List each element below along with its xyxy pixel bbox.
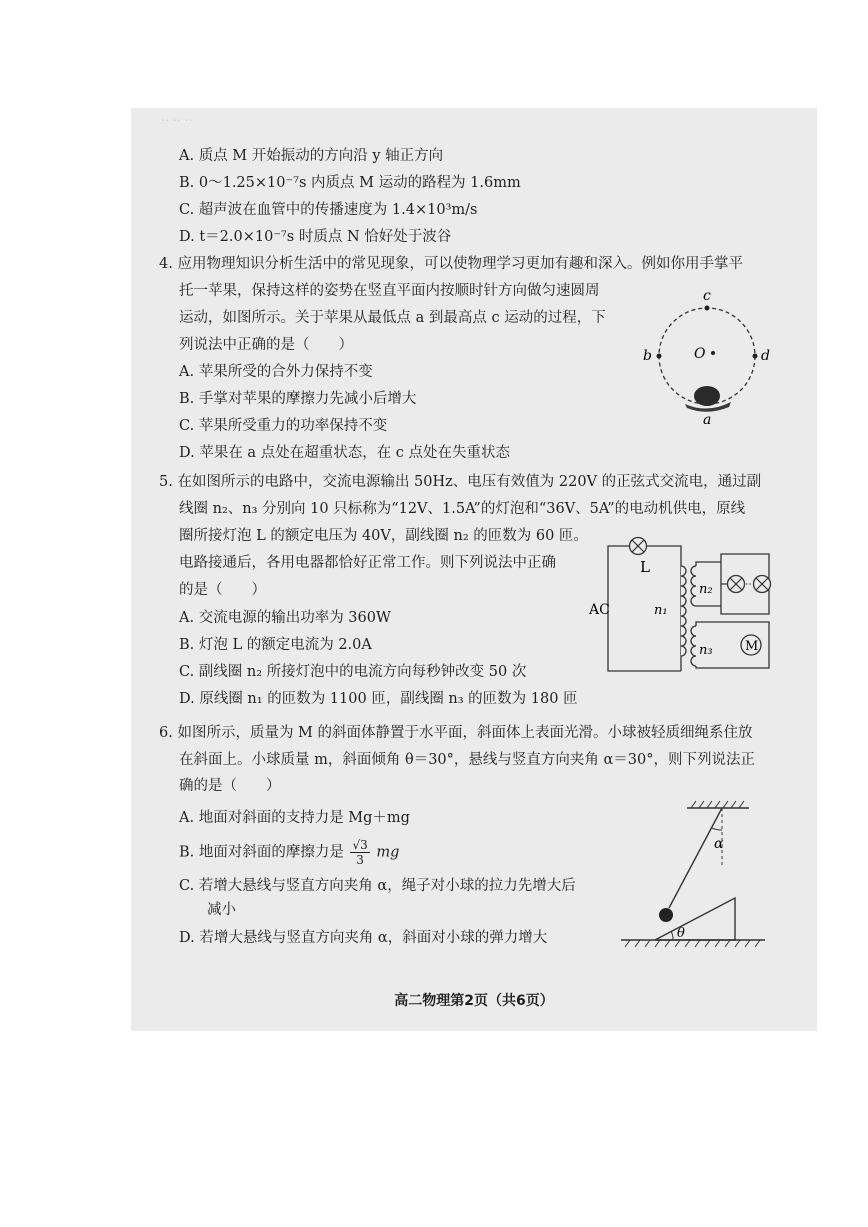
label-l: L: [640, 558, 650, 576]
q5-stem-line-3: 圈所接灯泡 L 的额定电压为 40V，副线圈 n₂ 的匝数为 60 匝。: [179, 528, 588, 544]
q6-option-c: C. 若增大悬线与竖直方向夹角 α，绳子对小球的拉力先增大后: [179, 878, 576, 894]
bleed-through-text: ‥ ‥ ‥: [161, 110, 193, 124]
q4-stem-line-1: 4. 应用物理知识分析生活中的常见现象，可以使物理学习更加有趣和深入。例如你用手掌平: [159, 256, 743, 272]
q3-option-a: A. 质点 M 开始振动的方向沿 y 轴正方向: [179, 148, 444, 164]
label-o: O: [694, 346, 706, 362]
apple-icon: [694, 386, 720, 406]
q3-option-d: D. t＝2.0×10⁻⁷s 时质点 N 恰好处于波谷: [179, 229, 452, 245]
q6-incline-figure: [619, 798, 769, 948]
point-d-dot: [753, 354, 758, 359]
point-c-dot: [705, 306, 710, 311]
page-footer: 高二物理第2页（共6页）: [394, 993, 554, 1009]
label-c: c: [703, 288, 711, 304]
label-n1: n₁: [654, 603, 668, 618]
q5-option-c: C. 副线圈 n₂ 所接灯泡中的电流方向每秒钟改变 50 次: [179, 664, 527, 680]
q4-option-d: D. 苹果在 a 点处在超重状态，在 c 点处在失重状态: [179, 445, 511, 461]
label-a: a: [703, 412, 712, 426]
q3-option-c: C. 超声波在血管中的传播速度为 1.4×10³m/s: [179, 202, 478, 218]
q3-option-b: B. 0～1.25×10⁻⁷s 内质点 M 运动的路程为 1.6mm: [179, 175, 521, 191]
fraction-numerator: √3: [352, 838, 368, 852]
q6-stem-line-3: 确的是（ ）: [179, 778, 281, 794]
q6-option-d: D. 若增大悬线与竖直方向夹角 α，斜面对小球的弹力增大: [179, 930, 548, 946]
point-b-dot: [657, 354, 662, 359]
q5-stem-line-2: 线圈 n₂、n₃ 分别向 10 只标称为“12V、1.5A”的灯泡和“36V、5A”的电动机供电，原线: [179, 501, 746, 517]
q5-stem-line-1: 5. 在如图所示的电路中，交流电源输出 50Hz、电压有效值为 220V 的正弦式交流电，通过副: [159, 474, 762, 490]
q5-option-d: D. 原线圈 n₁ 的匝数为 1100 匝，副线圈 n₃ 的匝数为 180 匝: [179, 691, 578, 707]
label-b: b: [643, 348, 652, 364]
label-n3: n₃: [699, 643, 713, 658]
secondary-coil-n3: [691, 626, 696, 666]
q5-stem-line-4: 电路接通后，各用电器都恰好正常工作。则下列说法中正确: [179, 555, 556, 571]
center-dot: [711, 351, 715, 355]
q4-stem-line-3: 运动，如图所示。关于苹果从最低点 a 到最高点 c 运动的过程，下: [179, 310, 606, 326]
q6-stem-line-2: 在斜面上。小球质量 m，斜面倾角 θ＝30°，悬线与竖直方向夹角 α＝30°，则下列说法正: [179, 752, 755, 768]
q4-stem-line-4: 列说法中正确的是（ ）: [179, 337, 353, 353]
primary-coil: [681, 566, 686, 656]
label-n2: n₂: [699, 582, 713, 597]
q6-option-a: A. 地面对斜面的支持力是 Mg＋mg: [179, 810, 410, 826]
q4-stem-line-2: 托一苹果，保持这样的姿势在竖直平面内按顺时针方向做匀速圆周: [179, 283, 600, 299]
fraction-tail: mg: [376, 844, 400, 861]
q4-circle-figure: [637, 286, 777, 426]
secondary-coil-n2: [691, 566, 696, 606]
q6-option-b-text: B. 地面对斜面的摩擦力是: [179, 844, 344, 861]
ball: [659, 908, 673, 922]
q6-option-b: [179, 838, 399, 867]
label-theta: θ: [677, 926, 685, 941]
label-ac: AC: [589, 602, 610, 618]
label-m: M: [745, 639, 759, 654]
q5-stem-line-5: 的是（ ）: [179, 582, 266, 598]
label-d: d: [761, 348, 770, 364]
exam-page: [131, 108, 817, 1031]
label-alpha: α: [714, 836, 724, 852]
q5-option-b: B. 灯泡 L 的额定电流为 2.0A: [179, 637, 372, 653]
q5-option-a: A. 交流电源的输出功率为 360W: [179, 610, 391, 626]
q6-option-c-cont: 减小: [207, 902, 236, 918]
fraction-denominator: 3: [356, 853, 364, 867]
q5-circuit-figure: [586, 536, 776, 678]
q4-option-b: B. 手掌对苹果的摩擦力先减小后增大: [179, 391, 417, 407]
q6-stem-line-1: 6. 如图所示，质量为 M 的斜面体静置于水平面，斜面体上表面光滑。小球被轻质细绳系住放: [159, 725, 753, 741]
q4-option-c: C. 苹果所受重力的功率保持不变: [179, 418, 388, 434]
q4-option-a: A. 苹果所受的合外力保持不变: [179, 364, 373, 380]
fraction: [350, 838, 369, 867]
string: [669, 808, 722, 908]
